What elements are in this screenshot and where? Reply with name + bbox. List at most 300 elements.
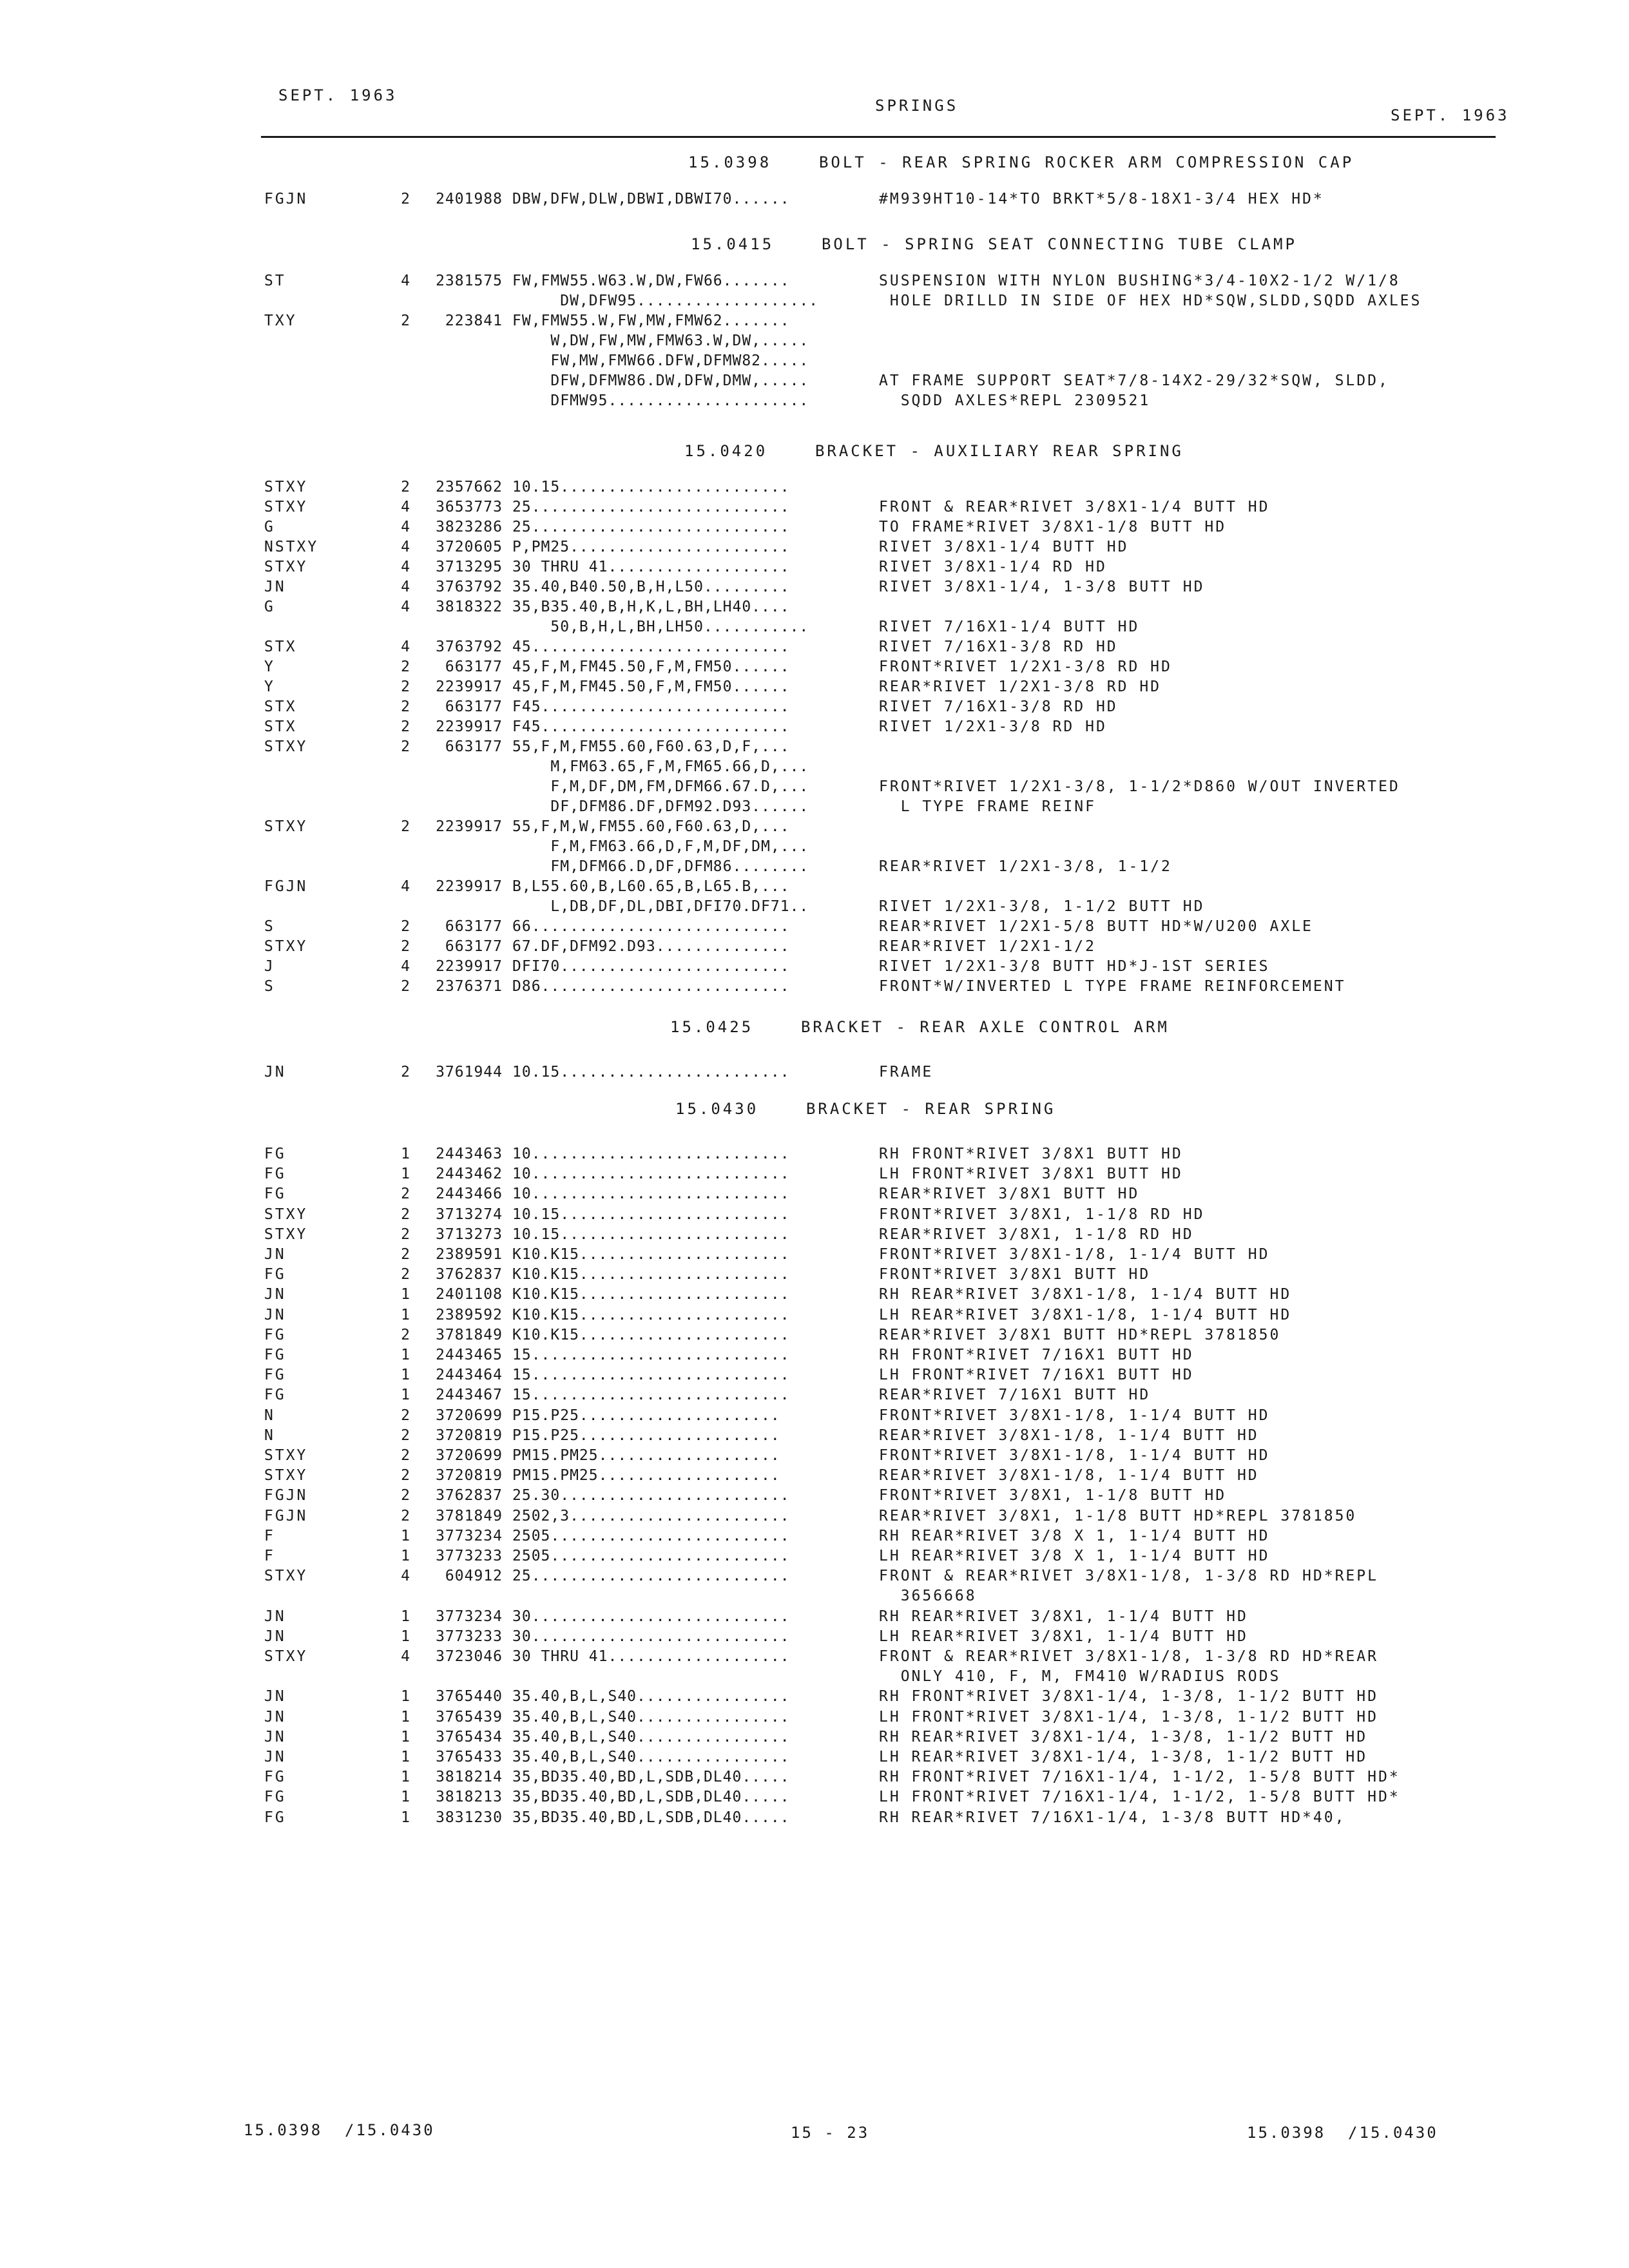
model-code: STXY	[264, 1225, 308, 1243]
description: LH FRONT*RIVET 3/8X1 BUTT HD	[879, 1166, 1183, 1183]
description: FRONT*RIVET 3/8X1-1/8, 1-1/4 BUTT HD	[879, 1246, 1270, 1263]
application: 15...........................	[512, 1367, 790, 1384]
model-code: FG	[264, 1326, 286, 1343]
table-row	[0, 778, 1629, 799]
application: 35,BD35.40,BD,L,SDB,DL40.....	[512, 1789, 790, 1806]
part-number: 2239917	[436, 678, 503, 695]
table-row	[0, 898, 1629, 919]
description: REAR*RIVET 3/8X1 BUTT HD	[879, 1186, 1140, 1203]
model-code: ST	[264, 273, 286, 289]
part-number: 663177	[445, 698, 503, 715]
application: P15.P25.....................	[512, 1407, 780, 1424]
table-row	[0, 1709, 1629, 1729]
quantity: 4	[401, 273, 410, 289]
quantity: 1	[401, 1387, 410, 1404]
description: REAR*RIVET 1/2X1-3/8 RD HD	[879, 678, 1162, 695]
application: 66...........................	[512, 918, 790, 935]
application: 2502,3.......................	[512, 1507, 790, 1524]
application: FW,FMW55.W63.W,DW,FW66.......	[512, 273, 790, 289]
application: P15.P25.....................	[512, 1427, 780, 1444]
part-number: 2443464	[436, 1367, 503, 1384]
application: 25...........................	[512, 499, 790, 515]
part-number: 3781849	[436, 1507, 503, 1524]
model-code: JN	[264, 1749, 286, 1765]
model-code: TXY	[264, 312, 297, 329]
application: FW,FMW55.W,FW,MW,FMW62.......	[512, 312, 790, 329]
description: REAR*RIVET 3/8X1, 1-1/8 RD HD	[879, 1225, 1194, 1243]
application: F,M,DF,DM,FM,DFM66.67.D,...	[512, 778, 809, 795]
part-number: 3713274	[436, 1206, 503, 1223]
quantity: 2	[401, 1266, 410, 1283]
model-code: G	[264, 599, 275, 615]
quantity: 4	[401, 519, 410, 535]
table-row	[0, 1608, 1629, 1629]
table-row	[0, 1467, 1629, 1488]
section-title: 15.0430 BRACKET - REAR SPRING	[675, 1100, 1056, 1118]
part-number: 2239917	[436, 818, 503, 835]
part-number: 3720605	[436, 539, 503, 555]
quantity: 2	[401, 1447, 410, 1464]
application: 45,F,M,FM45.50,F,M,FM50......	[512, 658, 790, 675]
table-row	[0, 1064, 1629, 1084]
table-row	[0, 1487, 1629, 1508]
application: F,M,FM63.66,D,F,M,DF,DM,...	[512, 838, 809, 855]
table-row	[0, 1528, 1629, 1548]
table-row	[0, 579, 1629, 599]
model-code: FG	[264, 1146, 286, 1162]
part-number: 663177	[445, 738, 503, 755]
model-code: G	[264, 519, 275, 535]
part-number: 3773233	[436, 1548, 503, 1564]
description: FRONT*RIVET 1/2X1-3/8 RD HD	[879, 658, 1172, 675]
quantity: 4	[401, 1648, 410, 1665]
quantity: 1	[401, 1548, 410, 1564]
table-row	[0, 698, 1629, 719]
model-code: STX	[264, 698, 297, 715]
part-number: 3773234	[436, 1608, 503, 1625]
quantity: 1	[401, 1367, 410, 1384]
description: LH FRONT*RIVET 3/8X1-1/4, 1-3/8, 1-1/2 BUTT HD	[879, 1708, 1378, 1725]
part-number: 3781849	[436, 1326, 503, 1343]
part-number: 2401108	[436, 1286, 503, 1303]
part-number: 2381575	[436, 273, 503, 289]
application: 25.30........................	[512, 1487, 790, 1504]
part-number: 2376371	[436, 978, 503, 995]
model-code: JN	[264, 1306, 286, 1323]
table-row	[0, 1307, 1629, 1327]
model-code: JN	[264, 1064, 286, 1081]
table-row	[0, 1146, 1629, 1166]
part-number: 3761944	[436, 1064, 503, 1081]
quantity: 1	[401, 1608, 410, 1625]
model-code: STXY	[264, 1648, 308, 1665]
table-row	[0, 1206, 1629, 1227]
description: RIVET 3/8X1-1/4 RD HD	[879, 559, 1107, 575]
quantity: 1	[401, 1688, 410, 1706]
table-row	[0, 1508, 1629, 1528]
table-row	[0, 1688, 1629, 1709]
footer-right-range: 15.0398 /15.0430	[1247, 2124, 1438, 2142]
model-code: STX	[264, 639, 297, 655]
application: DFMW95.....................	[512, 392, 809, 409]
application: F45..........................	[512, 718, 790, 735]
application: 10.15........................	[512, 479, 790, 495]
part-number: 663177	[445, 938, 503, 955]
table-row	[0, 293, 1629, 313]
application: 10...........................	[512, 1166, 790, 1183]
description: RIVET 1/2X1-3/8 BUTT HD*J-1ST SERIES	[879, 958, 1270, 975]
quantity: 1	[401, 1286, 410, 1303]
description: REAR*RIVET 3/8X1 BUTT HD*REPL 3781850	[879, 1326, 1281, 1343]
application: 10.15........................	[512, 1206, 790, 1223]
application: 35.40,B,L,S40................	[512, 1688, 790, 1706]
application: 55,F,M,FM55.60,F60.63,D,F,...	[512, 738, 790, 755]
application: 50,B,H,L,BH,LH50...........	[512, 619, 809, 635]
table-row	[0, 978, 1629, 999]
description: REAR*RIVET 7/16X1 BUTT HD	[879, 1387, 1151, 1404]
model-code: N	[264, 1427, 275, 1444]
model-code: STXY	[264, 1568, 308, 1585]
description: FRONT*W/INVERTED L TYPE FRAME REINFORCEMENT	[879, 978, 1346, 995]
description: SQDD AXLES*REPL 2309521	[879, 392, 1151, 409]
table-row	[0, 1226, 1629, 1247]
table-row	[0, 312, 1629, 333]
table-row	[0, 1407, 1629, 1428]
application: 35.40,B,L,S40................	[512, 1708, 790, 1725]
table-row	[0, 818, 1629, 839]
application: 45...........................	[512, 639, 790, 655]
application: K10.K15......................	[512, 1266, 790, 1283]
part-number: 2443462	[436, 1166, 503, 1183]
table-row	[0, 758, 1629, 779]
application: 35,BD35.40,BD,L,SDB,DL40.....	[512, 1809, 790, 1826]
application: DF,DFM86.DF,DFM92.D93......	[512, 798, 809, 815]
page-title: SPRINGS	[875, 97, 959, 115]
table-row	[0, 1427, 1629, 1448]
table-row	[0, 1809, 1629, 1830]
description: REAR*RIVET 3/8X1-1/8, 1-1/4 BUTT HD	[879, 1427, 1259, 1444]
model-code: STXY	[264, 738, 308, 755]
model-code: JN	[264, 1628, 286, 1645]
description: LH REAR*RIVET 3/8X1, 1-1/4 BUTT HD	[879, 1628, 1248, 1645]
application: 30...........................	[512, 1608, 790, 1625]
page-number: 15 - 23	[791, 2124, 870, 2142]
table-row	[0, 1186, 1629, 1206]
header-right-date: SEPT. 1963	[1391, 106, 1510, 124]
model-code: STXY	[264, 479, 308, 495]
table-row	[0, 599, 1629, 619]
quantity: 4	[401, 878, 410, 895]
table-row	[0, 838, 1629, 859]
description: RIVET 7/16X1-3/8 RD HD	[879, 639, 1118, 655]
model-code: STXY	[264, 1467, 308, 1485]
part-number: 3765434	[436, 1728, 503, 1745]
application: 30...........................	[512, 1628, 790, 1645]
model-code: FG	[264, 1769, 286, 1786]
model-code: Y	[264, 678, 275, 695]
description: RH FRONT*RIVET 3/8X1-1/4, 1-3/8, 1-1/2 BUTT HD	[879, 1688, 1378, 1706]
description: RH REAR*RIVET 3/8X1-1/4, 1-3/8, 1-1/2 BUTT HD	[879, 1728, 1368, 1745]
application: W,DW,FW,MW,FMW63.W,DW,.....	[512, 332, 809, 349]
model-code: Y	[264, 658, 275, 675]
table-row	[0, 1568, 1629, 1588]
quantity: 1	[401, 1146, 410, 1162]
quantity: 1	[401, 1728, 410, 1745]
table-row	[0, 1246, 1629, 1267]
part-number: 2443463	[436, 1146, 503, 1162]
quantity: 4	[401, 599, 410, 615]
quantity: 1	[401, 1749, 410, 1765]
quantity: 1	[401, 1769, 410, 1786]
application: 35.40,B,L,S40................	[512, 1728, 790, 1745]
quantity: 4	[401, 639, 410, 655]
model-code: FGJN	[264, 1507, 308, 1524]
table-row	[0, 1367, 1629, 1387]
table-row	[0, 372, 1629, 393]
table-row	[0, 1447, 1629, 1468]
part-number: 2239917	[436, 958, 503, 975]
table-row	[0, 1628, 1629, 1649]
table-row	[0, 938, 1629, 959]
model-code: JN	[264, 1608, 286, 1625]
table-row	[0, 191, 1629, 211]
model-code: FG	[264, 1387, 286, 1404]
table-row	[0, 1387, 1629, 1407]
table-row	[0, 1729, 1629, 1749]
description: FRONT*RIVET 3/8X1-1/8, 1-1/4 BUTT HD	[879, 1407, 1270, 1424]
description: RIVET 7/16X1-1/4 BUTT HD	[879, 619, 1140, 635]
part-number: 3653773	[436, 499, 503, 515]
quantity: 4	[401, 539, 410, 555]
model-code: STXY	[264, 499, 308, 515]
description: AT FRAME SUPPORT SEAT*7/8-14X2-29/32*SQW, SLDD,	[879, 372, 1389, 389]
table-row	[0, 559, 1629, 579]
application: 35,B35.40,B,H,K,L,BH,LH40....	[512, 599, 790, 615]
model-code: FG	[264, 1367, 286, 1384]
section-title: 15.0420 BRACKET - AUXILIARY REAR SPRING	[684, 442, 1184, 460]
table-row	[0, 332, 1629, 353]
table-row	[0, 392, 1629, 413]
description: LH REAR*RIVET 3/8X1-1/4, 1-3/8, 1-1/2 BUTT HD	[879, 1749, 1368, 1765]
part-number: 604912	[445, 1568, 503, 1585]
model-code: FG	[264, 1347, 286, 1363]
quantity: 2	[401, 1225, 410, 1243]
table-row	[0, 718, 1629, 739]
part-number: 3763792	[436, 579, 503, 595]
application: DFW,DFMW86.DW,DFW,DMW,.....	[512, 372, 809, 389]
model-code: FGJN	[264, 1487, 308, 1504]
description: RH FRONT*RIVET 7/16X1 BUTT HD	[879, 1347, 1194, 1363]
application: 10.15........................	[512, 1225, 790, 1243]
description: TO FRAME*RIVET 3/8X1-1/8 BUTT HD	[879, 519, 1227, 535]
table-row	[0, 499, 1629, 519]
quantity: 4	[401, 579, 410, 595]
quantity: 1	[401, 1809, 410, 1826]
quantity: 2	[401, 818, 410, 835]
application: 25...........................	[512, 1568, 790, 1585]
table-row	[0, 1749, 1629, 1769]
model-code: FGJN	[264, 878, 308, 895]
description: RH REAR*RIVET 3/8 X 1, 1-1/4 BUTT HD	[879, 1527, 1270, 1544]
footer-left-range: 15.0398 /15.0430	[244, 2121, 435, 2139]
part-number: 3818214	[436, 1769, 503, 1786]
model-code: FG	[264, 1266, 286, 1283]
table-row	[0, 479, 1629, 499]
application: 67.DF,DFM92.D93..............	[512, 938, 790, 955]
application: DW,DFW95...................	[512, 293, 819, 309]
application: L,DB,DF,DL,DBI,DFI70.DF71..	[512, 898, 809, 915]
model-code: NSTXY	[264, 539, 319, 555]
quantity: 1	[401, 1628, 410, 1645]
model-code: S	[264, 918, 275, 935]
model-code: JN	[264, 579, 286, 595]
application: 15...........................	[512, 1387, 790, 1404]
table-row	[0, 958, 1629, 979]
application: 2505.........................	[512, 1548, 790, 1564]
quantity: 2	[401, 1407, 410, 1424]
part-number: 3773234	[436, 1527, 503, 1544]
table-row	[0, 1648, 1629, 1669]
description: FRONT*RIVET 3/8X1, 1-1/8 BUTT HD	[879, 1487, 1227, 1504]
model-code: J	[264, 958, 275, 975]
quantity: 2	[401, 1326, 410, 1343]
part-number: 3773233	[436, 1628, 503, 1645]
description: FRONT*RIVET 1/2X1-3/8, 1-1/2*D860 W/OUT INVERTED	[879, 778, 1400, 795]
model-code: STXY	[264, 559, 308, 575]
part-number: 663177	[445, 918, 503, 935]
application: FM,DFM66.D,DF,DFM86........	[512, 858, 809, 875]
quantity: 2	[401, 698, 410, 715]
table-row	[0, 1166, 1629, 1186]
quantity: 4	[401, 499, 410, 515]
quantity: 2	[401, 938, 410, 955]
part-number: 3723046	[436, 1648, 503, 1665]
model-code: FG	[264, 1809, 286, 1826]
quantity: 4	[401, 1568, 410, 1585]
table-row	[0, 639, 1629, 659]
quantity: 2	[401, 718, 410, 735]
section-title: 15.0425 BRACKET - REAR AXLE CONTROL ARM	[670, 1018, 1170, 1036]
quantity: 2	[401, 1064, 410, 1081]
description: RIVET 1/2X1-3/8, 1-1/2 BUTT HD	[879, 898, 1205, 915]
description: LH REAR*RIVET 3/8 X 1, 1-1/4 BUTT HD	[879, 1548, 1270, 1564]
application: PM15.PM25...................	[512, 1467, 780, 1485]
part-number: 2239917	[436, 878, 503, 895]
model-code: N	[264, 1407, 275, 1424]
application: 10...........................	[512, 1146, 790, 1162]
model-code: STXY	[264, 1206, 308, 1223]
description: L TYPE FRAME REINF	[879, 798, 1096, 815]
model-code: FGJN	[264, 191, 308, 207]
part-number: 2389592	[436, 1306, 503, 1323]
description: RH FRONT*RIVET 3/8X1 BUTT HD	[879, 1146, 1183, 1162]
description: FRONT & REAR*RIVET 3/8X1-1/8, 1-3/8 RD HD*REPL	[879, 1568, 1378, 1585]
table-row	[0, 519, 1629, 539]
model-code: JN	[264, 1688, 286, 1706]
part-number: 223841	[445, 312, 503, 329]
quantity: 1	[401, 1306, 410, 1323]
application: 35.40,B40.50,B,H,L50.........	[512, 579, 790, 595]
part-number: 3818322	[436, 599, 503, 615]
table-row	[0, 1769, 1629, 1789]
table-row	[0, 678, 1629, 699]
description: FRONT*RIVET 3/8X1-1/8, 1-1/4 BUTT HD	[879, 1447, 1270, 1464]
application: 2505.........................	[512, 1527, 790, 1544]
model-code: FG	[264, 1789, 286, 1806]
application: PM15.PM25...................	[512, 1447, 780, 1464]
application: B,L55.60,B,L60.65,B,L65.B,...	[512, 878, 790, 895]
description: RIVET 3/8X1-1/4, 1-3/8 BUTT HD	[879, 579, 1205, 595]
application: D86..........................	[512, 978, 790, 995]
model-code: STXY	[264, 938, 308, 955]
description: SUSPENSION WITH NYLON BUSHING*3/4-10X2-1/2 W/1/8	[879, 273, 1400, 289]
quantity: 2	[401, 918, 410, 935]
table-row	[0, 1286, 1629, 1307]
quantity: 1	[401, 1166, 410, 1183]
quantity: 2	[401, 479, 410, 495]
quantity: 2	[401, 1186, 410, 1203]
model-code: STXY	[264, 1447, 308, 1464]
model-code: STX	[264, 718, 297, 735]
part-number: 2239917	[436, 718, 503, 735]
part-number: 3765433	[436, 1749, 503, 1765]
application: M,FM63.65,F,M,FM65.66,D,...	[512, 758, 809, 775]
part-number: 3762837	[436, 1487, 503, 1504]
application: 45,F,M,FM45.50,F,M,FM50......	[512, 678, 790, 695]
application: 25...........................	[512, 519, 790, 535]
application: 35,BD35.40,BD,L,SDB,DL40.....	[512, 1769, 790, 1786]
description: LH FRONT*RIVET 7/16X1 BUTT HD	[879, 1367, 1194, 1384]
application: 30 THRU 41...................	[512, 559, 790, 575]
quantity: 1	[401, 1708, 410, 1725]
table-row	[0, 619, 1629, 639]
table-row	[0, 1789, 1629, 1809]
quantity: 2	[401, 1487, 410, 1504]
table-row	[0, 658, 1629, 679]
description: HOLE DRILLD IN SIDE OF HEX HD*SQW,SLDD,SQDD AXLES	[879, 293, 1422, 309]
part-number: 3763792	[436, 639, 503, 655]
model-code: JN	[264, 1728, 286, 1745]
description: FRONT*RIVET 3/8X1, 1-1/8 RD HD	[879, 1206, 1205, 1223]
quantity: 4	[401, 958, 410, 975]
quantity: 2	[401, 1206, 410, 1223]
table-row	[0, 1548, 1629, 1568]
table-row	[0, 1588, 1629, 1608]
part-number: 3720819	[436, 1467, 503, 1485]
description: RIVET 7/16X1-3/8 RD HD	[879, 698, 1118, 715]
description: REAR*RIVET 1/2X1-5/8 BUTT HD*W/U200 AXLE	[879, 918, 1313, 935]
application: K10.K15......................	[512, 1306, 790, 1323]
table-row	[0, 738, 1629, 759]
model-code: JN	[264, 1286, 286, 1303]
description: RIVET 1/2X1-3/8 RD HD	[879, 718, 1107, 735]
part-number: 2357662	[436, 479, 503, 495]
application: K10.K15......................	[512, 1326, 790, 1343]
description: RIVET 3/8X1-1/4 BUTT HD	[879, 539, 1129, 555]
application: 10.15........................	[512, 1064, 790, 1081]
table-row	[0, 1266, 1629, 1287]
description: LH REAR*RIVET 3/8X1-1/8, 1-1/4 BUTT HD	[879, 1306, 1292, 1323]
table-row	[0, 918, 1629, 939]
table-row	[0, 1347, 1629, 1367]
model-code: F	[264, 1548, 275, 1564]
part-number: 2401988	[436, 191, 503, 207]
model-code: F	[264, 1527, 275, 1544]
description: REAR*RIVET 1/2X1-3/8, 1-1/2	[879, 858, 1172, 875]
quantity: 2	[401, 1246, 410, 1263]
header-rule	[261, 136, 1496, 138]
section-title: 15.0415 BOLT - SPRING SEAT CONNECTING TUBE CLAMP	[691, 235, 1297, 253]
